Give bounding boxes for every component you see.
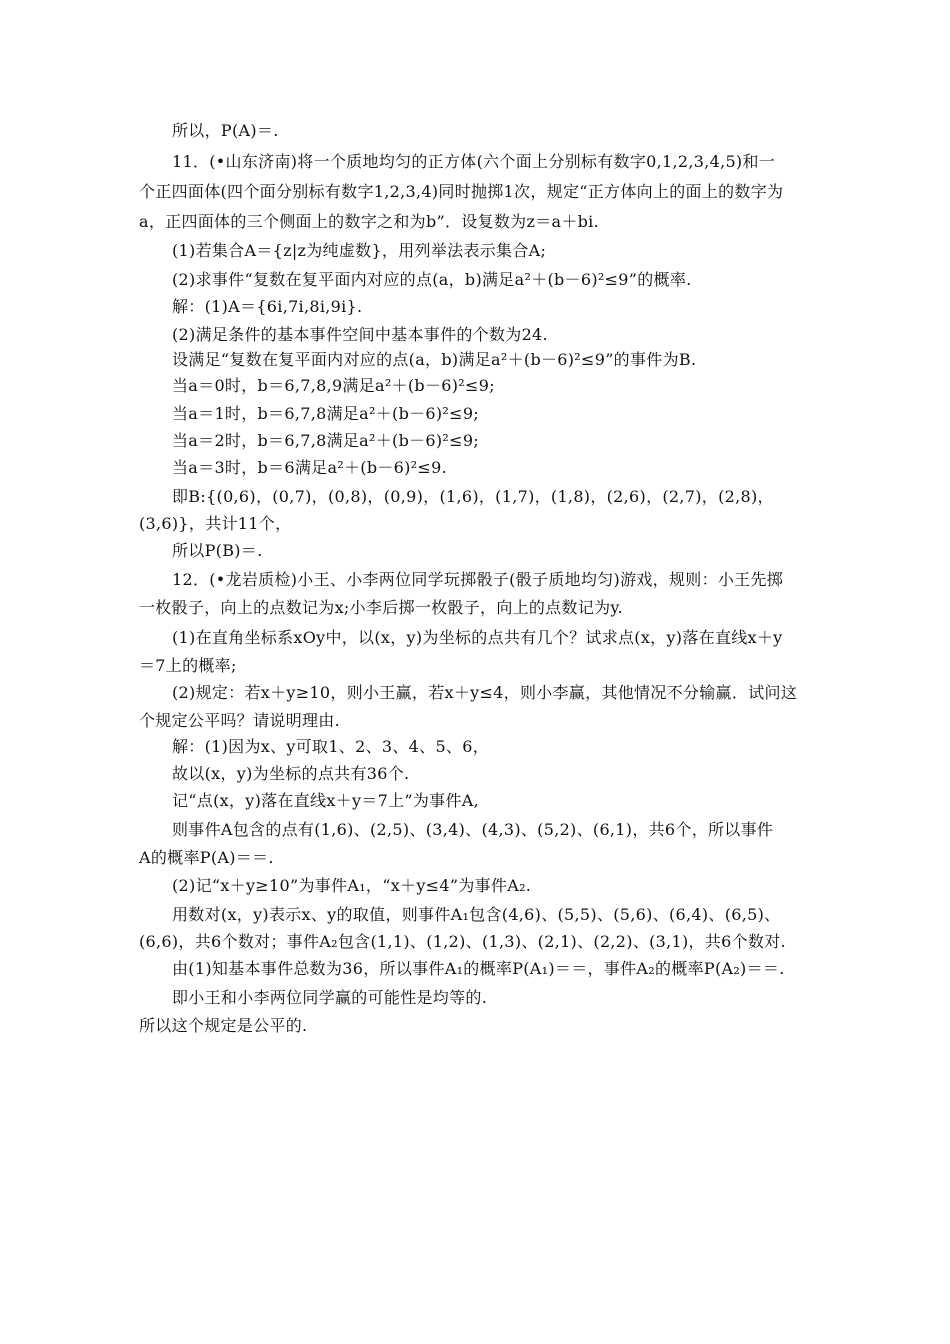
text-line: A的概率P(A)＝＝. [139, 848, 274, 867]
text-line: 故以(x，y)为坐标的点共有36个. [172, 764, 410, 783]
text-line: 个正四面体(四个面分别标有数字1,2,3,4)同时抛掷1次，规定“正方体向上的面上的数字为 [139, 182, 784, 201]
text-line: (2)求事件“复数在复平面内对应的点(a，b)满足a²＋(b－6)²≤9”的概率. [172, 270, 692, 289]
text-line: 一枚骰子，向上的点数记为x;小李后掷一枚骰子，向上的点数记为y. [139, 598, 624, 617]
text-line: 即小王和小李两位同学赢的可能性是均等的. [172, 988, 488, 1007]
text-line: 则事件A包含的点有(1,6)、(2,5)、(3,4)、(4,3)、(5,2)、(6,1)，共6个，所以事件 [172, 820, 774, 839]
text-line: 当a＝0时，b＝6,7,8,9满足a²＋(b－6)²≤9; [172, 376, 495, 395]
text-line: 所以，P(A)＝. [172, 121, 279, 140]
text-line: ＝7上的概率; [139, 656, 237, 675]
solution-line: 解：(1)因为x、y可取1、2、3、4、5、6， [172, 737, 490, 756]
text-line: 当a＝1时，b＝6,7,8满足a²＋(b－6)²≤9; [172, 404, 480, 423]
text-line: 记“点(x，y)落在直线x＋y＝7上”为事件A, [172, 791, 479, 810]
text-line: (2)满足条件的基本事件空间中基本事件的个数为24. [172, 325, 548, 344]
problem-12-line: 12．(•龙岩质检)小王、小李两位同学玩掷骰子(骰子质地均匀)游戏，规则：小王先掷 [172, 570, 784, 589]
text-line: a，正四面体的三个侧面上的数字之和为b”．设复数为z＝a＋bi. [139, 212, 599, 231]
text-line: 由(1)知基本事件总数为36，所以事件A₁的概率P(A₁)＝＝，事件A₂的概率P(A₂)＝＝. [172, 959, 785, 978]
text-line: (2)规定：若x＋y≥10，则小王赢，若x＋y≤4，则小李赢，其他情况不分输赢．试问这 [172, 683, 798, 702]
text-line: (1)在直角坐标系xOy中，以(x，y)为坐标的点共有几个？试求点(x，y)落在直线x＋y [172, 628, 783, 647]
text-line: 当a＝2时，b＝6,7,8满足a²＋(b－6)²≤9; [172, 431, 480, 450]
text-line: 当a＝3时，b＝6满足a²＋(b－6)²≤9. [172, 458, 447, 477]
text-line: (1)若集合A＝{z|z为纯虚数}，用列举法表示集合A; [172, 241, 547, 260]
text-line: (3,6)}，共计11个， [139, 514, 292, 533]
text-line: 设满足“复数在复平面内对应的点(a，b)满足a²＋(b－6)²≤9”的事件为B. [172, 350, 697, 369]
text-line: (6,6)，共6个数对；事件A₂包含(1,1)、(1,2)、(1,3)、(2,1)、(2,2)、(3,1)，共6个数对. [139, 932, 786, 951]
text-line: (2)记“x＋y≥10”为事件A₁，“x＋y≤4”为事件A₂. [172, 876, 532, 895]
text-line: 用数对(x，y)表示x、y的取值，则事件A₁包含(4,6)、(5,5)、(5,6)、(6,4)、(6,5)、 [172, 905, 781, 924]
text-line: 即B:{(0,6)，(0,7)，(0,8)，(0,9)，(1,6)，(1,7)，(1,8)，(2,6)，(2,7)，(2,8)， [172, 487, 774, 506]
text-line: 个规定公平吗？请说明理由. [139, 711, 340, 730]
text-line: 所以P(B)＝. [172, 541, 263, 560]
solution-line: 解：(1)A＝{6i,7i,8i,9i}. [172, 297, 363, 316]
problem-11-line: 11．(•山东济南)将一个质地均匀的正方体(六个面上分别标有数字0,1,2,3,4,5)和一 [172, 152, 776, 171]
text-line: 所以这个规定是公平的. [139, 1016, 308, 1035]
